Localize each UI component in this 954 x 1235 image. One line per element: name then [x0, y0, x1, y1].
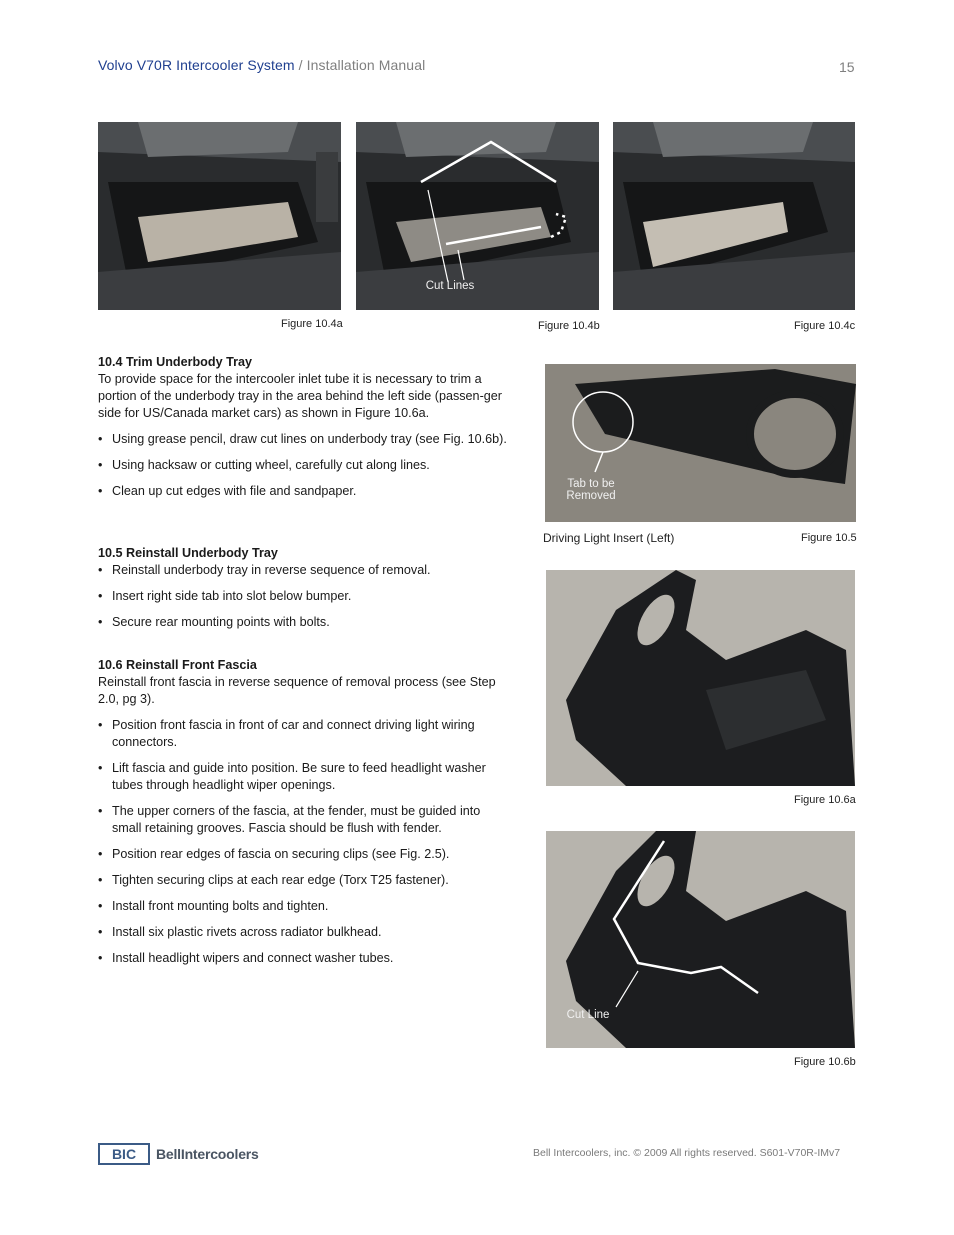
- section-intro: To provide space for the intercooler inlet tube it is necessary to trim a portion of the underbody tray in the area behind the left side (passen-ger side for US/Canada market cars) as shown in Figure 10.6a.: [98, 372, 502, 420]
- list-item: • Position rear edges of fascia on securing clips (see Fig. 2.5).: [98, 846, 508, 863]
- figure-caption: Figure 10.5: [801, 532, 857, 544]
- cut-lines-label: Cut Lines: [425, 280, 475, 292]
- list-item: • Using hacksaw or cutting wheel, carefully cut along lines.: [98, 457, 508, 474]
- figure-10-6a-photo: [546, 570, 855, 786]
- figure-10-4c-photo: [613, 122, 855, 310]
- figure-caption: Figure 10.4b: [538, 320, 600, 332]
- list-item: • Lift fascia and guide into position. Be sure to feed headlight washer tubes through headlight wiper openings.: [98, 760, 508, 794]
- figure-caption: Figure 10.6b: [794, 1056, 856, 1068]
- section-10-4: [98, 354, 508, 509]
- bullet-list: [98, 431, 508, 500]
- section-10-5: [98, 545, 508, 640]
- label-line: Tab to be: [567, 478, 615, 490]
- figure-10-4a-photo: [98, 122, 341, 310]
- logo-text: BellIntercoolers: [156, 1146, 259, 1162]
- list-item: • Position front fascia in front of car and connect driving light wiring connectors.: [98, 717, 508, 751]
- section-10-6: [98, 657, 508, 976]
- bullet-list: [98, 562, 508, 631]
- figure-caption: Figure 10.4a: [281, 318, 343, 330]
- section-heading: 10.5 Reinstall Underbody Tray: [98, 546, 278, 560]
- manual-subtitle: Installation Manual: [306, 57, 426, 73]
- label-line: Removed: [566, 490, 616, 502]
- section-heading: 10.4 Trim Underbody Tray: [98, 355, 252, 369]
- list-item: • Install headlight wipers and connect washer tubes.: [98, 950, 508, 967]
- bullet-list: [98, 717, 508, 967]
- page-header: [98, 57, 425, 73]
- manual-title: Volvo V70R Intercooler System: [98, 57, 295, 73]
- list-item: • The upper corners of the fascia, at the fender, must be guided into small retaining grooves. Fascia should be flush with fender.: [98, 803, 508, 837]
- copyright-footer: Bell Intercoolers, inc. © 2009 All rights reserved. S601-V70R-IMv7: [533, 1147, 841, 1159]
- list-item: • Clean up cut edges with file and sandpaper.: [98, 483, 508, 500]
- page-number: 15: [839, 59, 855, 75]
- bell-intercoolers-logo: [98, 1143, 259, 1165]
- list-item: • Tighten securing clips at each rear edge (Torx T25 fastener).: [98, 872, 508, 889]
- svg-text:BIC: BIC: [111, 1146, 137, 1162]
- figure-caption: Figure 10.6a: [794, 794, 856, 806]
- list-item: • Reinstall underbody tray in reverse sequence of removal.: [98, 562, 508, 579]
- list-item: • Install front mounting bolts and tighten.: [98, 898, 508, 915]
- cut-line-label: Cut Line: [566, 1009, 610, 1021]
- list-item: • Install six plastic rivets across radiator bulkhead.: [98, 924, 508, 941]
- list-item: • Secure rear mounting points with bolts.: [98, 614, 508, 631]
- title-separator: /: [294, 57, 307, 73]
- bic-logo-mark-icon: [98, 1143, 150, 1165]
- list-item: • Insert right side tab into slot below bumper.: [98, 588, 508, 605]
- figure-caption: Figure 10.4c: [794, 320, 856, 332]
- section-intro: Reinstall front fascia in reverse sequence of removal process (see Step 2.0, pg 3).: [98, 675, 496, 706]
- section-heading: 10.6 Reinstall Front Fascia: [98, 658, 257, 672]
- tab-to-be-removed-label: [556, 478, 626, 502]
- figure-description: Driving Light Insert (Left): [543, 531, 675, 545]
- list-item: • Using grease pencil, draw cut lines on underbody tray (see Fig. 10.6b).: [98, 431, 508, 448]
